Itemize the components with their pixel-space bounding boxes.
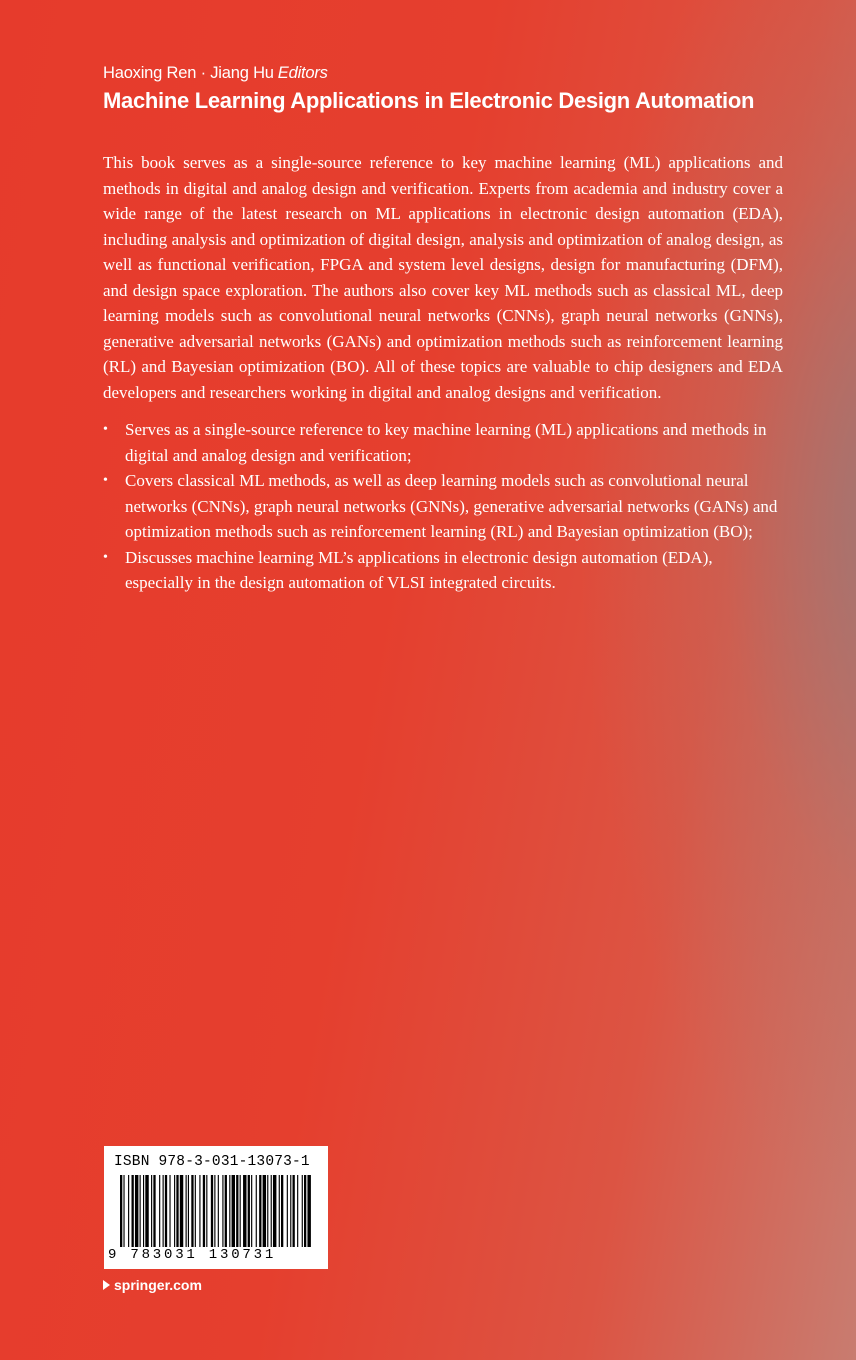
- editors-line: [103, 62, 783, 84]
- barcode-digits: 9 783031 130731: [108, 1247, 277, 1263]
- book-title: Machine Learning Applications in Electronic Design Automation: [103, 88, 755, 113]
- barcode-icon: [118, 1175, 316, 1247]
- list-item: • Discusses machine learning ML’s applications in electronic design automation (EDA), especially in the design automation of VLSI integrated circuits.: [103, 545, 783, 596]
- editors-role: Editors: [277, 64, 328, 82]
- list-item: • Covers classical ML methods, as well as deep learning models such as convolutional neural networks (CNNs), graph neural networks (GNNs), generative adversarial networks (GANs) and optimization methods such as reinforcement learning (RL) and Bayesian optimization (BO);: [103, 468, 783, 545]
- publisher-url: springer.com: [114, 1277, 202, 1293]
- isbn-barcode: [104, 1146, 328, 1269]
- book-description: This book serves as a single-source reference to key machine learning (ML) applications and methods in digital and analog design and verification. Experts from academia and industry cover a wide range of the latest research on ML applications in electronic design automation (EDA), including analysis and optimization of digital design, analysis and optimization of analog design, as well as functional verification, FPGA and system level designs, design for manufacturing (DFM), and design space exploration. The authors also cover key ML methods such as classical ML, deep learning models such as convolutional neural networks (CNNs), graph neural networks (GNNs), generative adversarial networks (GANs) and optimization methods such as reinforcement learning (RL) and Bayesian optimization (BO). All of these topics are valuable to chip designers and EDA developers and researchers working in digital and analog designs and verification.: [103, 153, 783, 402]
- arrow-right-icon: [103, 1280, 110, 1290]
- isbn-label: ISBN 978-3-031-13073-1: [114, 1154, 310, 1170]
- editors-names: Haoxing Ren · Jiang Hu: [103, 64, 274, 82]
- publisher-link[interactable]: [103, 1277, 202, 1293]
- back-cover-content: [103, 62, 783, 596]
- feature-list: [103, 417, 783, 596]
- list-item: • Serves as a single-source reference to key machine learning (ML) applications and methods in digital and analog design and verification;: [103, 417, 783, 468]
